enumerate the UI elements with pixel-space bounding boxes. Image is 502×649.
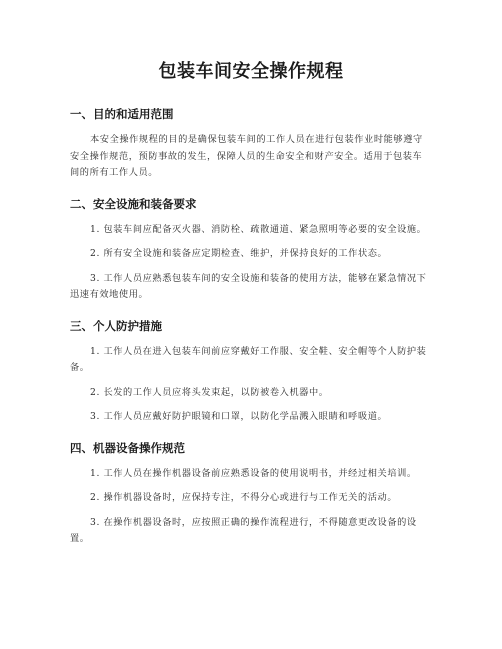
- paragraph: 3. 工作人员应熟悉包装车间的安全设施和装备的使用方法，能够在紧急情况下迅速有效地使用。: [70, 272, 427, 300]
- section-heading: 二、安全设施和装备要求: [70, 196, 197, 211]
- paragraph: 1. 工作人员在操作机器设备前应熟悉设备的使用说明书，并经过相关培训。: [90, 467, 417, 479]
- paragraph: 3. 工作人员应戴好防护眼镜和口罩，以防化学品溅入眼睛和呼吸道。: [90, 411, 388, 422]
- section-heading: 一、目的和适用范围: [70, 107, 174, 121]
- section-safety-facilities: [70, 196, 432, 304]
- paragraph: 2. 所有安全设施和装备应定期检查、维护，并保持良好的工作状态。: [90, 248, 388, 259]
- paragraph: 2. 长发的工作人员应将头发束起，以防被卷入机器中。: [90, 386, 329, 398]
- paragraph: 1. 工作人员在进入包装车间前应穿戴好工作服、安全鞋、安全帽等个人防护装备。: [70, 345, 427, 373]
- document-title: 包装车间安全操作规程: [158, 61, 344, 82]
- section-heading: 四、机器设备操作规范: [70, 440, 185, 455]
- paragraph: 1. 包装车间应配备灭火器、消防栓、疏散通道、紧急照明等必要的安全设施。: [90, 223, 427, 235]
- paragraph: 3. 在操作机器设备时，应按照正确的操作流程进行，不得随意更改设备的设置。: [70, 516, 417, 544]
- section-purpose: [70, 106, 432, 182]
- section-personal-protection: [70, 318, 432, 426]
- paragraph: 本安全操作规程的目的是确保包装车间的工作人员在进行包装作业时能够遵守安全操作规范，预防事故的发生，保障人员的生命安全和财产安全。适用于包装车间的所有工作人员。: [70, 134, 423, 178]
- paragraph: 2. 操作机器设备时，应保持专注，不得分心或进行与工作无关的活动。: [90, 492, 398, 503]
- section-machine-operation: [70, 440, 432, 548]
- section-heading: 三、个人防护措施: [70, 318, 162, 333]
